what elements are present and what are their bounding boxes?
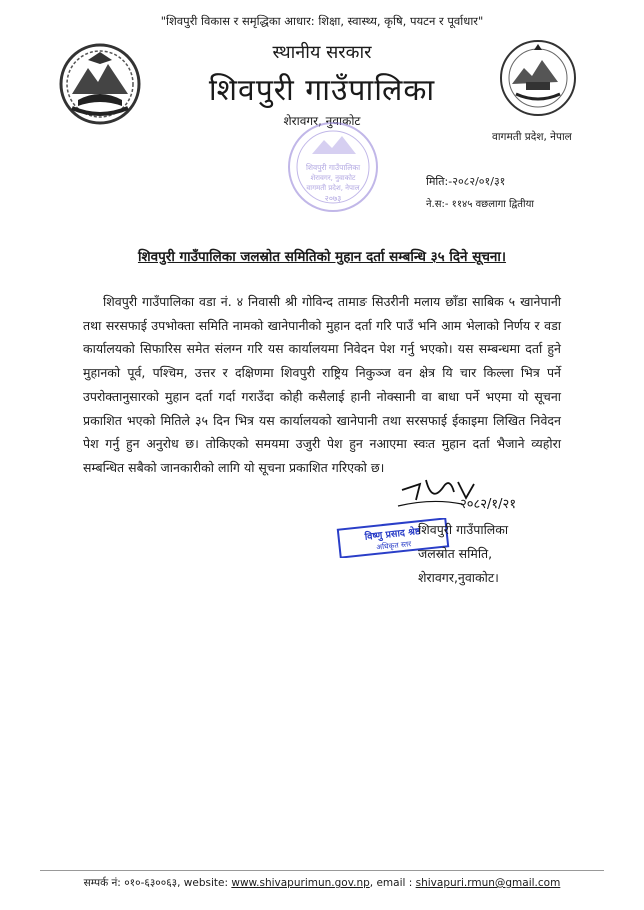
municipality-name: शिवपुरी गाउँपालिका [208,73,436,108]
footer [0,876,644,890]
notice-body: शिवपुरी गाउँपालिका वडा नं. ४ निवासी श्री गोविन्द तामाङ सिउरीनी मलाय छाँडा साबिक ५ खानेपानी तथा सरसफाई उपभोक्ता समिति नामको खानेपानीको मुहान दर्ता गरि पाउँ भनि आम भेलाको निर्णय र वडा कार्यालयको सिफारिस समेत संलग्न गरि यस कार्यालयमा निवेदन पेश गर्नु भएको। यस सम्बन्धमा दर्ता हुने मुहानको पूर्व, पश्चिम, उत्तर र दक्षिणमा शिवपुरी राष्ट्रिय निकुञ्ज वन क्षेत्र यि चार किल्ला भित्र पर्ने उपरोक्तानुसारको मुहान दर्ता गर्दा गराउँदा कोही कसैलाई हानी नोक्सानी वा बाधा पर्ने भएमा यो सूचना प्रकाशित भएको मितिले ३५ दिन भित्र यस कार्यालयको खानेपानी तथा सरसफाई ईकाइमा लिखित निवेदन पेश गर्नु हुन अनुरोध छ। तोकिएको समयमा उजुरी पेश हुन नआएमा स्वःत मुहान दर्ता भैजाने व्यहोरा सम्बन्धित सबैको जानकारीको लागि यो सूचना प्रकाशित गरिएको छ। [83,294,561,475]
svg-text:२०७३: २०७३ [324,194,342,203]
signatory-committee: जलस्रोत समिति, [418,546,493,561]
svg-text:विष्णु प्रसाद श्रेष्ठ: विष्णु प्रसाद श्रेष्ठ [364,526,422,543]
svg-text:वागमती प्रदेश, नेपाल: वागमती प्रदेश, नेपाल [306,184,360,192]
footer-website-label: website: [180,877,232,889]
issue-date: मिति:-२०८२/०१/३१ [426,175,506,188]
notice-subject: शिवपुरी गाउँपालिका जलस्रोत समितिको मुहान दर्ता सम्बन्धि ३५ दिने सूचना। [137,249,507,265]
signatory-address: शेरावगर,नुवाकोट। [418,570,499,585]
municipality-logo [498,38,578,122]
reference-number: ने.स:- ११४५ वछलागा द्वितीया [426,199,534,210]
footer-divider [40,870,604,871]
svg-text:शिवपुरी गाउँपालिका: शिवपुरी गाउँपालिका [305,163,361,172]
footer-phone: सम्पर्क नं: ०१०-६३००६३, [83,877,181,889]
svg-text:शेरावगर, नुवाकोट: शेरावगर, नुवाकोट [310,174,356,182]
signatory-office: शिवपुरी गाउँपालिका [418,522,509,537]
office-seal [286,118,380,216]
footer-website-link[interactable]: www.shivapurimun.gov.np [231,877,370,889]
svg-text:अधिकृत स्तर: अधिकृत स्तर [375,539,412,552]
svg-text:२०८२/१/२१: २०८२/१/२१ [460,497,517,512]
footer-email-label: , email : [369,877,416,889]
municipality-address: शेरावगर, नुवाकोट [283,114,361,128]
signatory-block [418,518,508,590]
slogan: "शिवपुरी विकास र समृद्धिका आधार: शिक्षा, स्वास्थ्य, कृषि, पयटन र पूर्वाधार" [160,14,484,28]
local-government-label: स्थानीय सरकार [272,42,372,63]
province-label: वागमती प्रदेश, नेपाल [492,131,572,143]
footer-email-link[interactable]: shivapuri.rmun@gmail.com [415,877,561,889]
